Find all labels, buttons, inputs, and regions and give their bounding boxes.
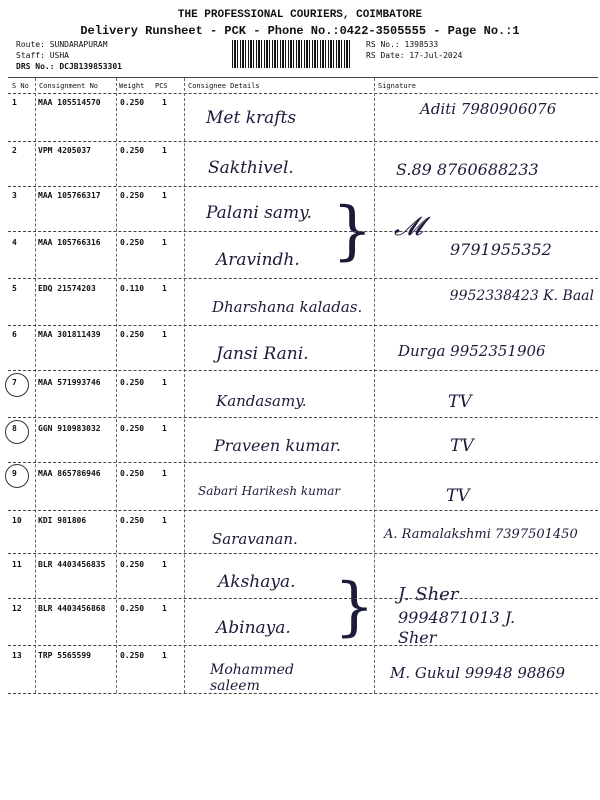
row-consignment: MAA 571993746 [38,378,101,387]
row-consignment: MAA 105514570 [38,98,101,107]
row-signature: TV [446,486,470,506]
col-divider [184,78,185,693]
row-consignee: Aravindh. [216,250,300,270]
row-consignee: Mohammed saleem [210,662,294,694]
row-sno: 6 [12,330,17,339]
row-divider [8,370,598,371]
row-consignment: VPM 4205037 [38,146,91,155]
row-consignee: Abinaya. [216,618,291,638]
row-weight: 0.250 [120,424,145,433]
company-title: THE PROFESSIONAL COURIERS, COIMBATORE [177,9,423,21]
header-rule [8,93,598,94]
rs-number: RS No.: 1398533 [366,40,439,49]
row-pcs: 1 [162,284,167,293]
row-pcs: 1 [162,516,167,525]
row-consignee: Sakthivel. [208,158,294,178]
row-sno: 4 [12,238,17,247]
row-consignee: Saravanan. [212,530,298,548]
row-sno: 7 [12,378,17,387]
grouping-brace: } [334,570,375,644]
row-weight: 0.250 [120,604,145,613]
staff-label: Staff: USHA [16,51,69,60]
row-consignee: Akshaya. [218,572,296,592]
row-circle-mark [5,373,29,397]
row-consignment: GGN 910983032 [38,424,101,433]
row-consignee: Dharshana kaladas. [212,298,363,316]
row-consignee: Sabari Harikesh kumar [198,484,341,498]
row-consignment: KDI 981806 [38,516,87,525]
row-divider [8,693,598,694]
row-sno: 10 [12,516,22,525]
runsheet-subtitle: Delivery Runsheet - PCK - Phone No.:0422-3505555 - Page No.:1 [80,24,520,38]
col-header-consignment: Consignment No [39,82,99,90]
row-divider [8,278,598,279]
rs-date: RS Date: 17-Jul-2024 [366,51,463,60]
row-pcs: 1 [162,238,167,247]
route-label: Route: SUNDARAPURAM [16,40,108,49]
row-divider [8,141,598,142]
row-sno: 11 [12,560,22,569]
row-weight: 0.250 [120,238,145,247]
row-divider [8,186,598,187]
row-divider [8,325,598,326]
row-signature: 9952338423 K. Baal [449,288,594,304]
row-signature: S.89 8760688233 [396,160,539,179]
row-consignment: MAA 105766316 [38,238,101,247]
row-signature: M. Gukul 99948 98869 [390,664,566,682]
row-consignment: EDQ 21574203 [38,284,96,293]
row-signature: J. Sher [398,584,459,605]
row-pcs: 1 [162,604,167,613]
row-circle-mark [5,464,29,488]
row-sno: 5 [12,284,17,293]
row-signature: A. Ramalakshmi 7397501450 [384,527,578,542]
signature-scribble: 𝓜 [394,212,424,242]
row-divider [8,510,598,511]
row-divider [8,645,598,646]
row-consignee: Jansi Rani. [216,344,309,364]
row-signature: Durga 9952351906 [398,342,546,360]
row-weight: 0.250 [120,191,145,200]
row-signature: Aditi 7980906076 [420,100,557,118]
row-consignment: BLR 4403456835 [38,560,106,569]
row-weight: 0.250 [120,516,145,525]
row-sno: 3 [12,191,17,200]
col-divider [35,78,36,693]
grouping-brace: } [332,194,373,268]
row-consignee: Palani samy. [206,203,312,223]
row-signature: 9994871013 J. Sher [398,608,516,647]
row-consignment: MAA 865786946 [38,469,101,478]
row-consignee: Kandasamy. [216,392,307,410]
row-consignment: BLR 4403456868 [38,604,106,613]
row-pcs: 1 [162,469,167,478]
row-sno: 8 [12,424,17,433]
row-sno: 13 [12,651,22,660]
row-consignee: Praveen kumar. [214,436,342,455]
row-pcs: 1 [162,146,167,155]
row-consignment: MAA 105766317 [38,191,101,200]
table-top-rule [8,77,598,78]
row-circle-mark [5,420,29,444]
row-divider [8,417,598,418]
row-weight: 0.250 [120,651,145,660]
row-pcs: 1 [162,424,167,433]
row-sno: 1 [12,98,17,107]
row-sno: 12 [12,604,22,613]
row-signature: TV [450,436,474,456]
row-pcs: 1 [162,191,167,200]
barcode [232,40,352,68]
row-pcs: 1 [162,330,167,339]
drs-number: DRS No.: DCJB139853301 [16,62,122,71]
row-weight: 0.250 [120,378,145,387]
row-weight: 0.250 [120,330,145,339]
row-divider [8,231,598,232]
row-weight: 0.110 [120,284,145,293]
row-pcs: 1 [162,560,167,569]
col-header-weight: Weight [119,82,145,90]
col-divider [116,78,117,693]
row-consignment: TRP 5565599 [38,651,91,660]
row-signature: TV [448,392,472,412]
row-consignment: MAA 301811439 [38,330,101,339]
row-signature: 9791955352 [450,240,552,259]
row-sno: 9 [12,469,17,478]
row-divider [8,553,598,554]
col-header-sno: S No [12,82,29,90]
row-weight: 0.250 [120,98,145,107]
row-sno: 2 [12,146,17,155]
row-weight: 0.250 [120,560,145,569]
row-pcs: 1 [162,98,167,107]
row-pcs: 1 [162,651,167,660]
col-header-signature: Signature [378,82,416,90]
row-divider [8,462,598,463]
row-pcs: 1 [162,378,167,387]
col-header-consignee: Consignee Details [188,82,260,90]
row-consignee: Met krafts [206,108,297,128]
col-header-pcs: PCS [155,82,168,90]
row-weight: 0.250 [120,146,145,155]
row-divider [8,598,598,599]
row-weight: 0.250 [120,469,145,478]
